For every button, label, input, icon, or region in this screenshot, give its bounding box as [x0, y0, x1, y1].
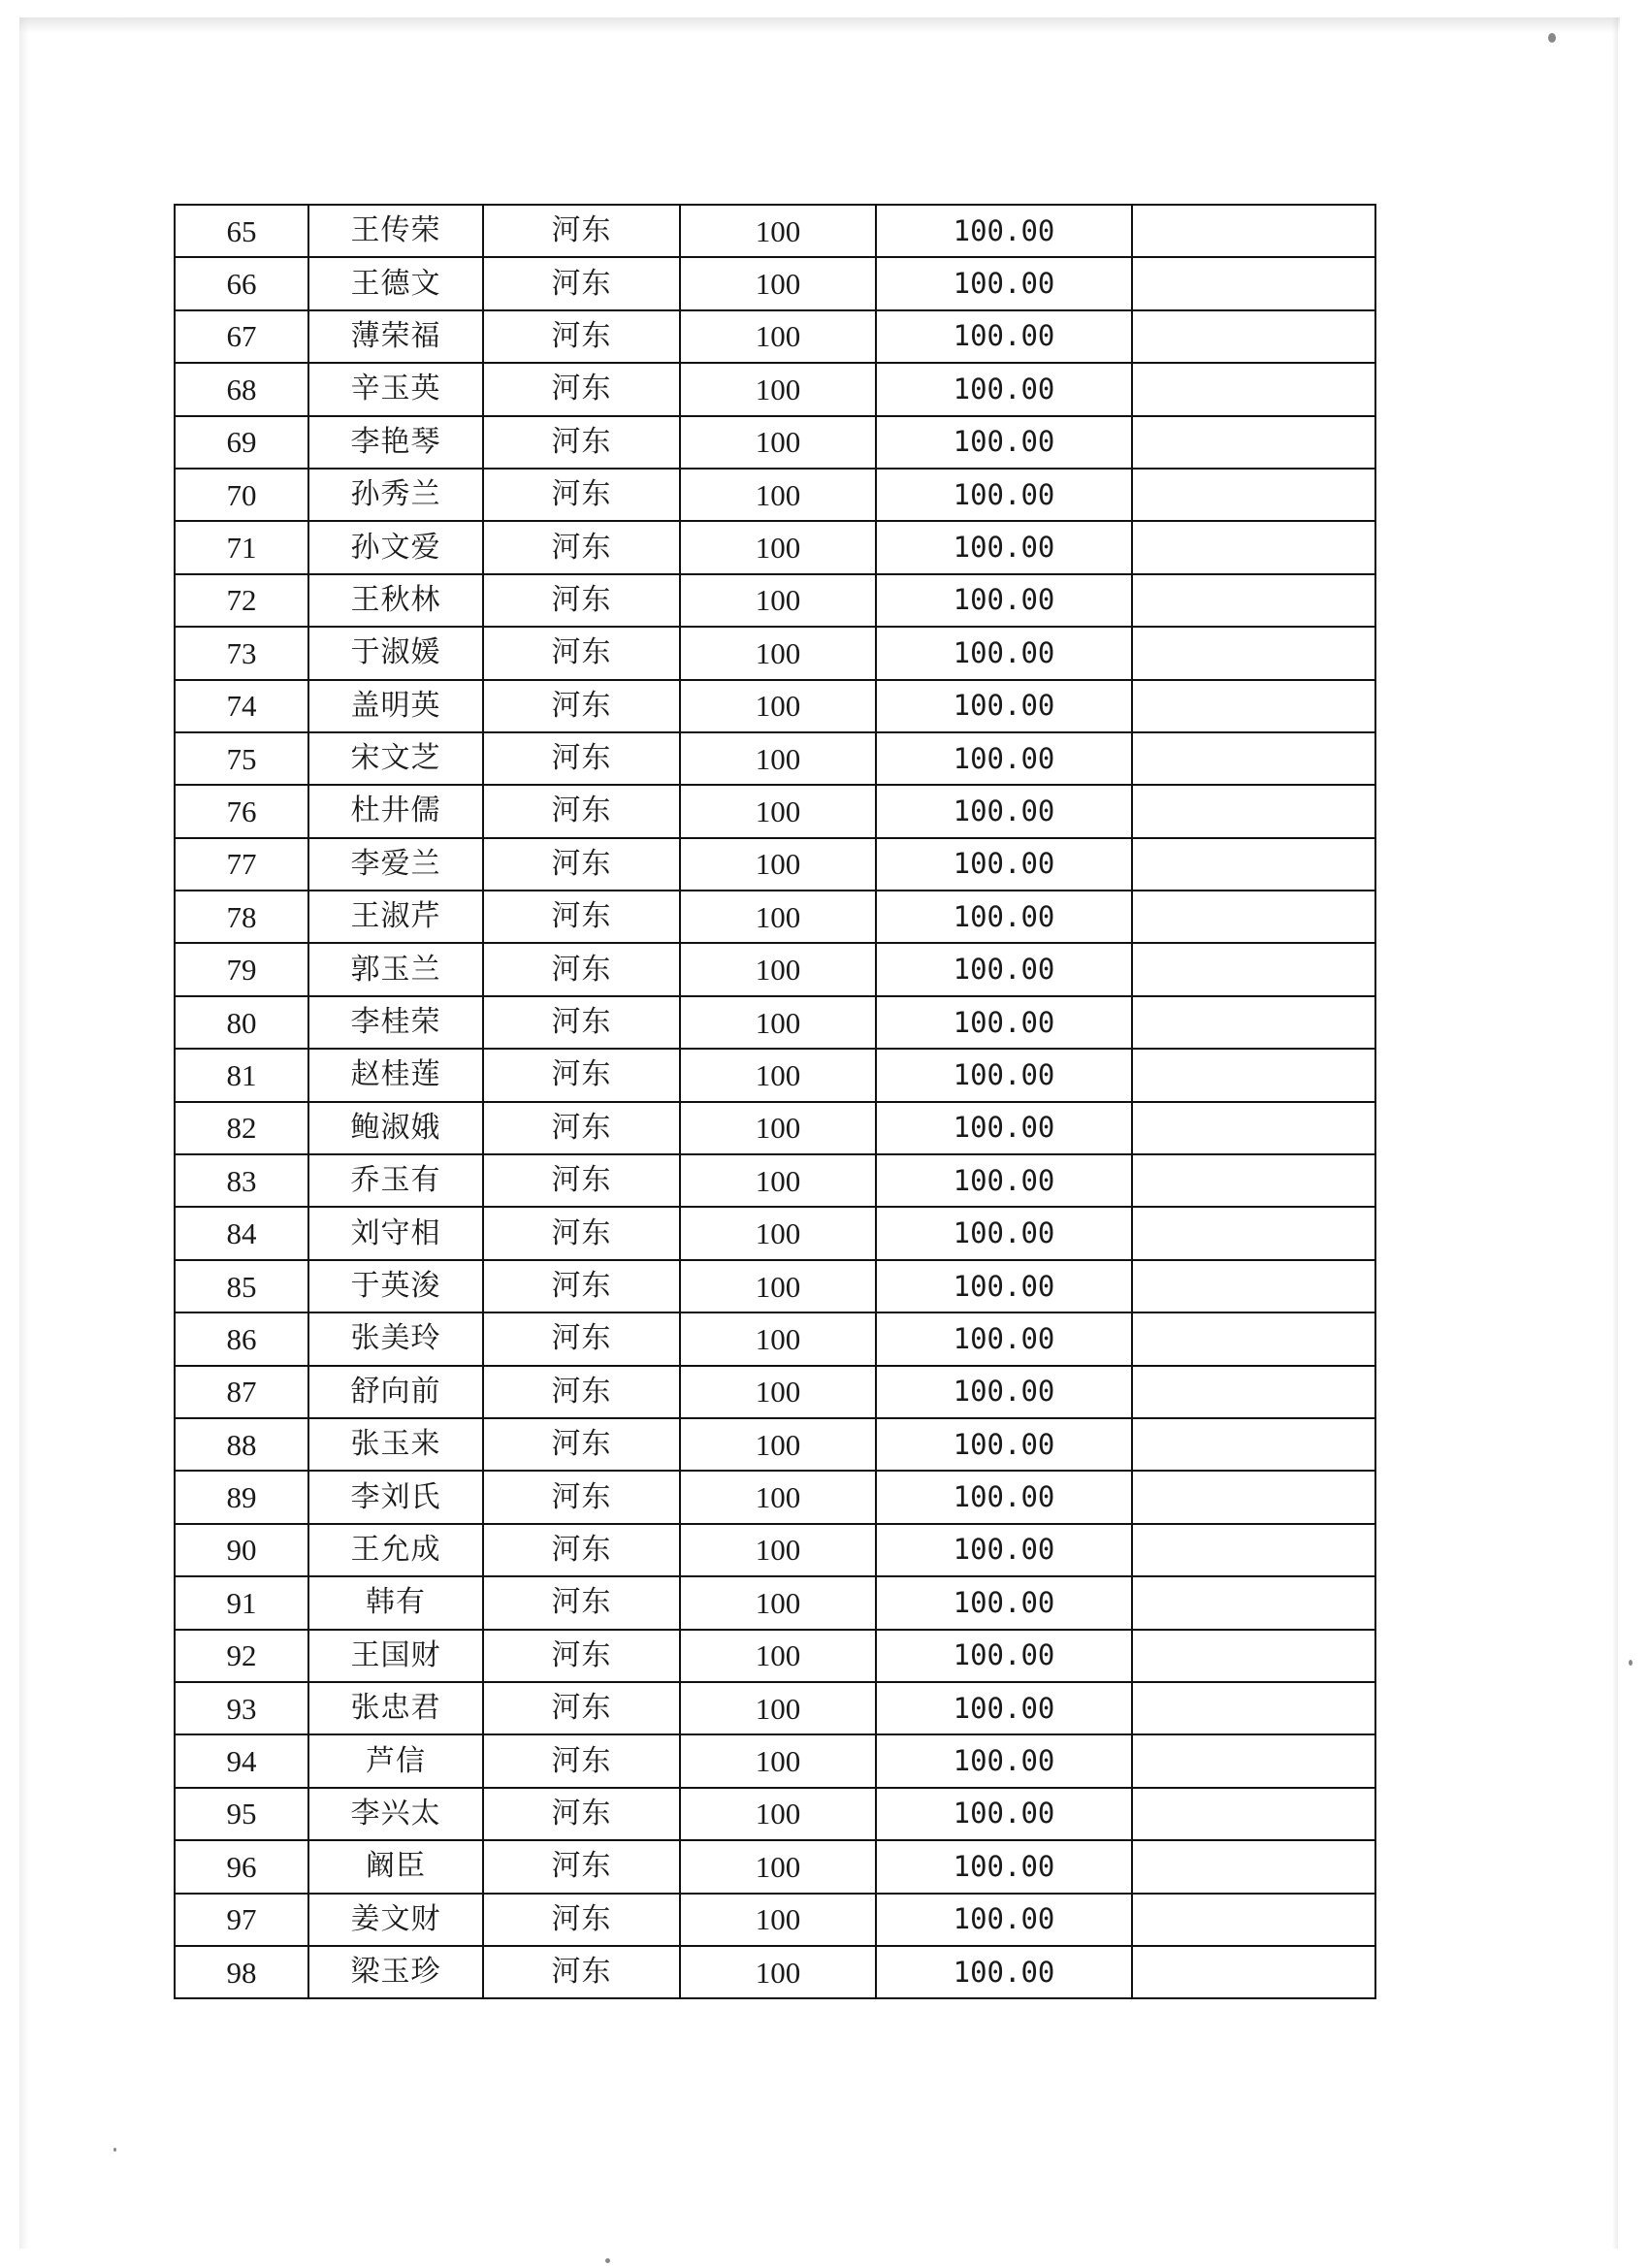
region-cell: 河东 [483, 469, 680, 521]
row-number-cell: 97 [175, 1894, 308, 1946]
recipient-name-cell: 乔玉有 [308, 1154, 483, 1207]
amount-cell: 100.00 [876, 1630, 1132, 1682]
table-row [175, 1471, 1375, 1523]
recipient-name-cell: 李爱兰 [308, 838, 483, 891]
amount-cell: 100.00 [876, 943, 1132, 995]
quantity-cell: 100 [680, 363, 876, 415]
table-row [175, 785, 1375, 837]
recipient-name-cell: 王德文 [308, 257, 483, 309]
table-row [175, 1366, 1375, 1418]
remarks-cell [1132, 1894, 1375, 1946]
recipient-name-cell: 韩有 [308, 1576, 483, 1629]
row-number-cell: 96 [175, 1840, 308, 1893]
row-number-cell: 83 [175, 1154, 308, 1207]
recipient-name-cell: 梁玉珍 [308, 1946, 483, 1998]
row-number-cell: 74 [175, 680, 308, 732]
remarks-cell [1132, 680, 1375, 732]
region-cell: 河东 [483, 627, 680, 679]
remarks-cell [1132, 416, 1375, 469]
amount-cell: 100.00 [876, 1154, 1132, 1207]
quantity-cell: 100 [680, 1682, 876, 1734]
quantity-cell: 100 [680, 1102, 876, 1154]
recipient-name-cell: 孙文爱 [308, 521, 483, 573]
table-row [175, 627, 1375, 679]
quantity-cell: 100 [680, 521, 876, 573]
row-number-cell: 69 [175, 416, 308, 469]
table-row [175, 1576, 1375, 1629]
quantity-cell: 100 [680, 1946, 876, 1998]
recipient-name-cell: 阚臣 [308, 1840, 483, 1893]
recipient-name-cell: 王国财 [308, 1630, 483, 1682]
quantity-cell: 100 [680, 1049, 876, 1101]
remarks-cell [1132, 469, 1375, 521]
remarks-cell [1132, 1734, 1375, 1787]
recipient-name-cell: 薄荣福 [308, 310, 483, 363]
quantity-cell: 100 [680, 1418, 876, 1471]
row-number-cell: 75 [175, 732, 308, 785]
table-row [175, 1312, 1375, 1365]
row-number-cell: 70 [175, 469, 308, 521]
remarks-cell [1132, 1524, 1375, 1576]
quantity-cell: 100 [680, 838, 876, 891]
recipient-name-cell: 于英浚 [308, 1260, 483, 1312]
table-row [175, 1154, 1375, 1207]
recipient-name-cell: 杜井儒 [308, 785, 483, 837]
scan-speck [1548, 33, 1556, 43]
remarks-cell [1132, 785, 1375, 837]
amount-cell: 100.00 [876, 1840, 1132, 1893]
recipient-name-cell: 赵桂莲 [308, 1049, 483, 1101]
row-number-cell: 68 [175, 363, 308, 415]
remarks-cell [1132, 1471, 1375, 1523]
quantity-cell: 100 [680, 1207, 876, 1259]
scan-speck [1629, 1660, 1633, 1666]
row-number-cell: 76 [175, 785, 308, 837]
recipient-name-cell: 王淑芹 [308, 891, 483, 943]
amount-cell: 100.00 [876, 996, 1132, 1049]
row-number-cell: 80 [175, 996, 308, 1049]
quantity-cell: 100 [680, 1788, 876, 1840]
recipient-name-cell: 宋文芝 [308, 732, 483, 785]
amount-cell: 100.00 [876, 1207, 1132, 1259]
recipient-name-cell: 李艳琴 [308, 416, 483, 469]
table-row [175, 1894, 1375, 1946]
scan-speck [113, 2148, 116, 2152]
recipient-name-cell: 李桂荣 [308, 996, 483, 1049]
table-row [175, 1207, 1375, 1259]
table-row [175, 1630, 1375, 1682]
amount-cell: 100.00 [876, 891, 1132, 943]
table-row [175, 1734, 1375, 1787]
amount-cell: 100.00 [876, 205, 1132, 257]
region-cell: 河东 [483, 1154, 680, 1207]
region-cell: 河东 [483, 1894, 680, 1946]
amount-cell: 100.00 [876, 1471, 1132, 1523]
remarks-cell [1132, 627, 1375, 679]
region-cell: 河东 [483, 891, 680, 943]
amount-cell: 100.00 [876, 469, 1132, 521]
table-row [175, 363, 1375, 415]
region-cell: 河东 [483, 1682, 680, 1734]
table-row [175, 205, 1375, 257]
table-row [175, 943, 1375, 995]
remarks-cell [1132, 1788, 1375, 1840]
table-row [175, 1682, 1375, 1734]
table-row [175, 574, 1375, 627]
remarks-cell [1132, 891, 1375, 943]
amount-cell: 100.00 [876, 1524, 1132, 1576]
recipient-name-cell: 李兴太 [308, 1788, 483, 1840]
recipient-name-cell: 张美玲 [308, 1312, 483, 1365]
quantity-cell: 100 [680, 1524, 876, 1576]
region-cell: 河东 [483, 943, 680, 995]
region-cell: 河东 [483, 1576, 680, 1629]
region-cell: 河东 [483, 574, 680, 627]
region-cell: 河东 [483, 838, 680, 891]
remarks-cell [1132, 943, 1375, 995]
region-cell: 河东 [483, 1840, 680, 1893]
region-cell: 河东 [483, 1049, 680, 1101]
amount-cell: 100.00 [876, 1418, 1132, 1471]
remarks-cell [1132, 1102, 1375, 1154]
remarks-cell [1132, 1260, 1375, 1312]
table-row [175, 838, 1375, 891]
row-number-cell: 67 [175, 310, 308, 363]
quantity-cell: 100 [680, 1894, 876, 1946]
row-number-cell: 93 [175, 1682, 308, 1734]
scan-edge-shadow-top [19, 17, 1620, 33]
scan-edge-shadow-right [1612, 17, 1618, 2249]
table-row [175, 1840, 1375, 1893]
remarks-cell [1132, 1630, 1375, 1682]
amount-cell: 100.00 [876, 1312, 1132, 1365]
recipient-name-cell: 张玉来 [308, 1418, 483, 1471]
remarks-cell [1132, 310, 1375, 363]
recipient-name-cell: 芦信 [308, 1734, 483, 1787]
quantity-cell: 100 [680, 732, 876, 785]
region-cell: 河东 [483, 1471, 680, 1523]
amount-cell: 100.00 [876, 1682, 1132, 1734]
row-number-cell: 85 [175, 1260, 308, 1312]
remarks-cell [1132, 1312, 1375, 1365]
region-cell: 河东 [483, 205, 680, 257]
amount-cell: 100.00 [876, 1049, 1132, 1101]
table-row [175, 416, 1375, 469]
row-number-cell: 86 [175, 1312, 308, 1365]
recipient-name-cell: 王秋林 [308, 574, 483, 627]
table-row [175, 1524, 1375, 1576]
remarks-cell [1132, 1840, 1375, 1893]
quantity-cell: 100 [680, 1576, 876, 1629]
quantity-cell: 100 [680, 943, 876, 995]
amount-cell: 100.00 [876, 310, 1132, 363]
table-row [175, 1260, 1375, 1312]
scan-speck [605, 2258, 610, 2263]
region-cell: 河东 [483, 996, 680, 1049]
amount-cell: 100.00 [876, 521, 1132, 573]
table-row [175, 1049, 1375, 1101]
quantity-cell: 100 [680, 257, 876, 309]
region-cell: 河东 [483, 1630, 680, 1682]
table-row [175, 732, 1375, 785]
quantity-cell: 100 [680, 1366, 876, 1418]
quantity-cell: 100 [680, 574, 876, 627]
recipient-name-cell: 舒向前 [308, 1366, 483, 1418]
row-number-cell: 82 [175, 1102, 308, 1154]
remarks-cell [1132, 1207, 1375, 1259]
table-row [175, 521, 1375, 573]
row-number-cell: 98 [175, 1946, 308, 1998]
quantity-cell: 100 [680, 1630, 876, 1682]
amount-cell: 100.00 [876, 1576, 1132, 1629]
row-number-cell: 92 [175, 1630, 308, 1682]
row-number-cell: 90 [175, 1524, 308, 1576]
row-number-cell: 84 [175, 1207, 308, 1259]
remarks-cell [1132, 257, 1375, 309]
remarks-cell [1132, 1682, 1375, 1734]
amount-cell: 100.00 [876, 1102, 1132, 1154]
amount-cell: 100.00 [876, 732, 1132, 785]
quantity-cell: 100 [680, 680, 876, 732]
row-number-cell: 73 [175, 627, 308, 679]
recipient-name-cell: 盖明英 [308, 680, 483, 732]
amount-cell: 100.00 [876, 1788, 1132, 1840]
quantity-cell: 100 [680, 785, 876, 837]
amount-cell: 100.00 [876, 1734, 1132, 1787]
region-cell: 河东 [483, 1102, 680, 1154]
recipient-name-cell: 辛玉英 [308, 363, 483, 415]
remarks-cell [1132, 1946, 1375, 1998]
remarks-cell [1132, 1049, 1375, 1101]
row-number-cell: 78 [175, 891, 308, 943]
remarks-cell [1132, 1366, 1375, 1418]
amount-cell: 100.00 [876, 785, 1132, 837]
row-number-cell: 77 [175, 838, 308, 891]
row-number-cell: 94 [175, 1734, 308, 1787]
region-cell: 河东 [483, 1734, 680, 1787]
amount-cell: 100.00 [876, 363, 1132, 415]
row-number-cell: 87 [175, 1366, 308, 1418]
region-cell: 河东 [483, 1418, 680, 1471]
recipient-name-cell: 刘守相 [308, 1207, 483, 1259]
table-row [175, 680, 1375, 732]
recipient-name-cell: 王传荣 [308, 205, 483, 257]
recipient-name-cell: 姜文财 [308, 1894, 483, 1946]
amount-cell: 100.00 [876, 1260, 1132, 1312]
remarks-cell [1132, 205, 1375, 257]
region-cell: 河东 [483, 363, 680, 415]
table-row [175, 469, 1375, 521]
amount-cell: 100.00 [876, 627, 1132, 679]
scan-edge-shadow-left [19, 17, 29, 2249]
region-cell: 河东 [483, 310, 680, 363]
amount-cell: 100.00 [876, 1894, 1132, 1946]
row-number-cell: 66 [175, 257, 308, 309]
table-row [175, 1788, 1375, 1840]
remarks-cell [1132, 1576, 1375, 1629]
row-number-cell: 72 [175, 574, 308, 627]
remarks-cell [1132, 1154, 1375, 1207]
region-cell: 河东 [483, 732, 680, 785]
table-row [175, 310, 1375, 363]
region-cell: 河东 [483, 257, 680, 309]
recipient-name-cell: 鲍淑娥 [308, 1102, 483, 1154]
recipient-name-cell: 张忠君 [308, 1682, 483, 1734]
remarks-cell [1132, 363, 1375, 415]
amount-cell: 100.00 [876, 838, 1132, 891]
table-row [175, 1102, 1375, 1154]
quantity-cell: 100 [680, 205, 876, 257]
remarks-cell [1132, 521, 1375, 573]
recipient-name-cell: 李刘氏 [308, 1471, 483, 1523]
row-number-cell: 65 [175, 205, 308, 257]
region-cell: 河东 [483, 1207, 680, 1259]
row-number-cell: 71 [175, 521, 308, 573]
region-cell: 河东 [483, 680, 680, 732]
row-number-cell: 91 [175, 1576, 308, 1629]
row-number-cell: 88 [175, 1418, 308, 1471]
quantity-cell: 100 [680, 1840, 876, 1893]
table-row [175, 996, 1375, 1049]
remarks-cell [1132, 838, 1375, 891]
amount-cell: 100.00 [876, 257, 1132, 309]
table-row [175, 1946, 1375, 1998]
region-cell: 河东 [483, 416, 680, 469]
recipient-name-cell: 王允成 [308, 1524, 483, 1576]
remarks-cell [1132, 1418, 1375, 1471]
table-row [175, 891, 1375, 943]
table-row [175, 257, 1375, 309]
register-table-body [175, 205, 1375, 1998]
quantity-cell: 100 [680, 1312, 876, 1365]
region-cell: 河东 [483, 1946, 680, 1998]
quantity-cell: 100 [680, 416, 876, 469]
quantity-cell: 100 [680, 310, 876, 363]
remarks-cell [1132, 732, 1375, 785]
remarks-cell [1132, 574, 1375, 627]
recipient-name-cell: 郭玉兰 [308, 943, 483, 995]
row-number-cell: 81 [175, 1049, 308, 1101]
amount-cell: 100.00 [876, 416, 1132, 469]
region-cell: 河东 [483, 521, 680, 573]
row-number-cell: 79 [175, 943, 308, 995]
table-row [175, 1418, 1375, 1471]
row-number-cell: 89 [175, 1471, 308, 1523]
region-cell: 河东 [483, 785, 680, 837]
quantity-cell: 100 [680, 1734, 876, 1787]
quantity-cell: 100 [680, 627, 876, 679]
quantity-cell: 100 [680, 1154, 876, 1207]
row-number-cell: 95 [175, 1788, 308, 1840]
quantity-cell: 100 [680, 891, 876, 943]
region-cell: 河东 [483, 1788, 680, 1840]
region-cell: 河东 [483, 1312, 680, 1365]
remarks-cell [1132, 996, 1375, 1049]
quantity-cell: 100 [680, 469, 876, 521]
amount-cell: 100.00 [876, 574, 1132, 627]
quantity-cell: 100 [680, 1471, 876, 1523]
region-cell: 河东 [483, 1366, 680, 1418]
quantity-cell: 100 [680, 996, 876, 1049]
amount-cell: 100.00 [876, 1366, 1132, 1418]
recipient-name-cell: 孙秀兰 [308, 469, 483, 521]
amount-cell: 100.00 [876, 680, 1132, 732]
register-table [174, 204, 1376, 1999]
region-cell: 河东 [483, 1524, 680, 1576]
amount-cell: 100.00 [876, 1946, 1132, 1998]
quantity-cell: 100 [680, 1260, 876, 1312]
region-cell: 河东 [483, 1260, 680, 1312]
recipient-name-cell: 于淑媛 [308, 627, 483, 679]
